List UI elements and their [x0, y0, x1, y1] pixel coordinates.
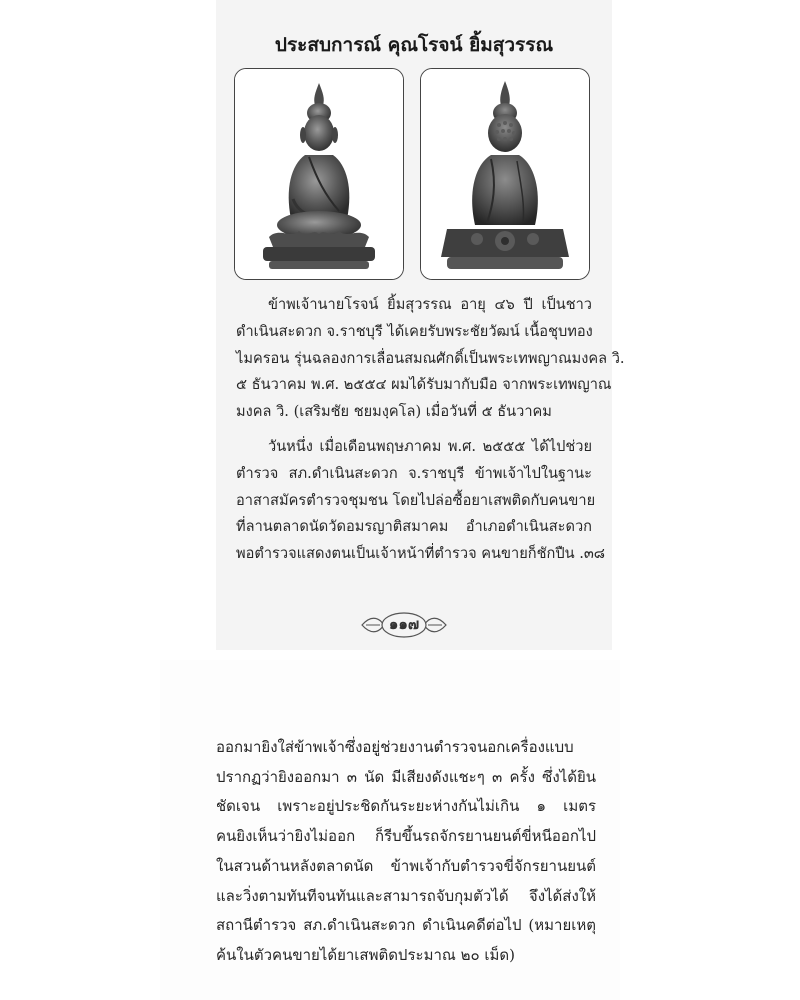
text-line: มงคล วิ. (เสริมชัย ชยมงฺคโล) เมื่อวันที่ ๕ ธันวาคม — [236, 403, 552, 421]
page-title: ประสบการณ์ คุณโรจน์ ยิ้มสุวรรณ — [274, 34, 554, 56]
text-line: สถานีตำรวจ สภ.ดำเนินสะดวก ดำเนินคดีต่อไป (หมายเหตุ — [216, 916, 596, 935]
text-line: ๕ ธันวาคม พ.ศ. ๒๕๕๔ ผมได้รับมากับมือ จากพระเทพญาณ — [236, 376, 612, 394]
text-line: ปรากฏว่ายิงออกมา ๓ นัด มีเสียงดังแชะๆ ๓ ครั้ง ซึ่งได้ยิน — [216, 767, 596, 786]
text-line: ชัดเจน เพราะอยู่ประชิดกันระยะห่างกันไม่เกิน ๑ เมตร — [216, 797, 596, 816]
paragraph-2 — [236, 434, 606, 568]
text-line: ตำรวจ สภ.ดำเนินสะดวก จ.ราชบุรี ข้าพเจ้าไปในฐานะ — [236, 464, 592, 482]
text-line: พอตำรวจแสดงตนเป็นเจ้าหน้าที่ตำรวจ คนขายก็ชักปืน .๓๘ — [236, 545, 606, 563]
text-line: ที่ลานตลาดนัดวัดอมรญาติสมาคม อำเภอดำเนินสะดวก — [236, 518, 592, 536]
amulet-back-photo — [420, 68, 590, 280]
buddha-back-image — [421, 69, 589, 279]
text-line: วันหนึ่ง เมื่อเดือนพฤษภาคม พ.ศ. ๒๕๕๕ ได้ไปช่วย — [268, 437, 592, 455]
text-line: ค้นในตัวคนขายได้ยาเสพติดประมาณ ๒๐ เม็ด) — [216, 945, 515, 964]
buddha-front-image — [235, 69, 403, 279]
page-number: ๑๑๗ — [388, 615, 420, 633]
text-line: และวิ่งตามทันทีจนทันและสามารถจับกุมตัวได้ จึงได้ส่งให้ — [216, 886, 596, 905]
bottom-body-text — [216, 733, 596, 971]
text-line: ข้าพเจ้านายโรจน์ ยิ้มสุวรรณ อายุ ๔๖ ปี เป็นชาว — [268, 296, 592, 313]
paragraph-1 — [236, 292, 625, 426]
text-line: ออกมายิงใส่ข้าพเจ้าซึ่งอยู่ช่วยงานตำรวจนอกเครื่องแบบ — [216, 738, 574, 756]
text-line: ในสวนด้านหลังตลาดนัด ข้าพเจ้ากับตำรวจขี่จักรยานยนต์ — [216, 856, 596, 875]
top-body-text — [236, 292, 625, 568]
text-line: คนยิงเห็นว่ายิงไม่ออก ก็รีบขึ้นรถจักรยานยนต์ขี่หนีออกไป — [216, 827, 596, 846]
amulet-front-photo — [234, 68, 404, 280]
text-line: ดำเนินสะดวก จ.ราชบุรี ได้เคยรับพระชัยวัฒน์ เนื้อชุบทอง — [236, 322, 593, 340]
text-line: ไมครอน รุ่นฉลองการเลื่อนสมณศักดิ์เป็นพระเทพญาณมงคล วิ. — [236, 349, 625, 367]
text-line: อาสาสมัครตำรวจชุมชน โดยไปล่อซื้อยาเสพติดกับคนขาย — [236, 491, 596, 509]
